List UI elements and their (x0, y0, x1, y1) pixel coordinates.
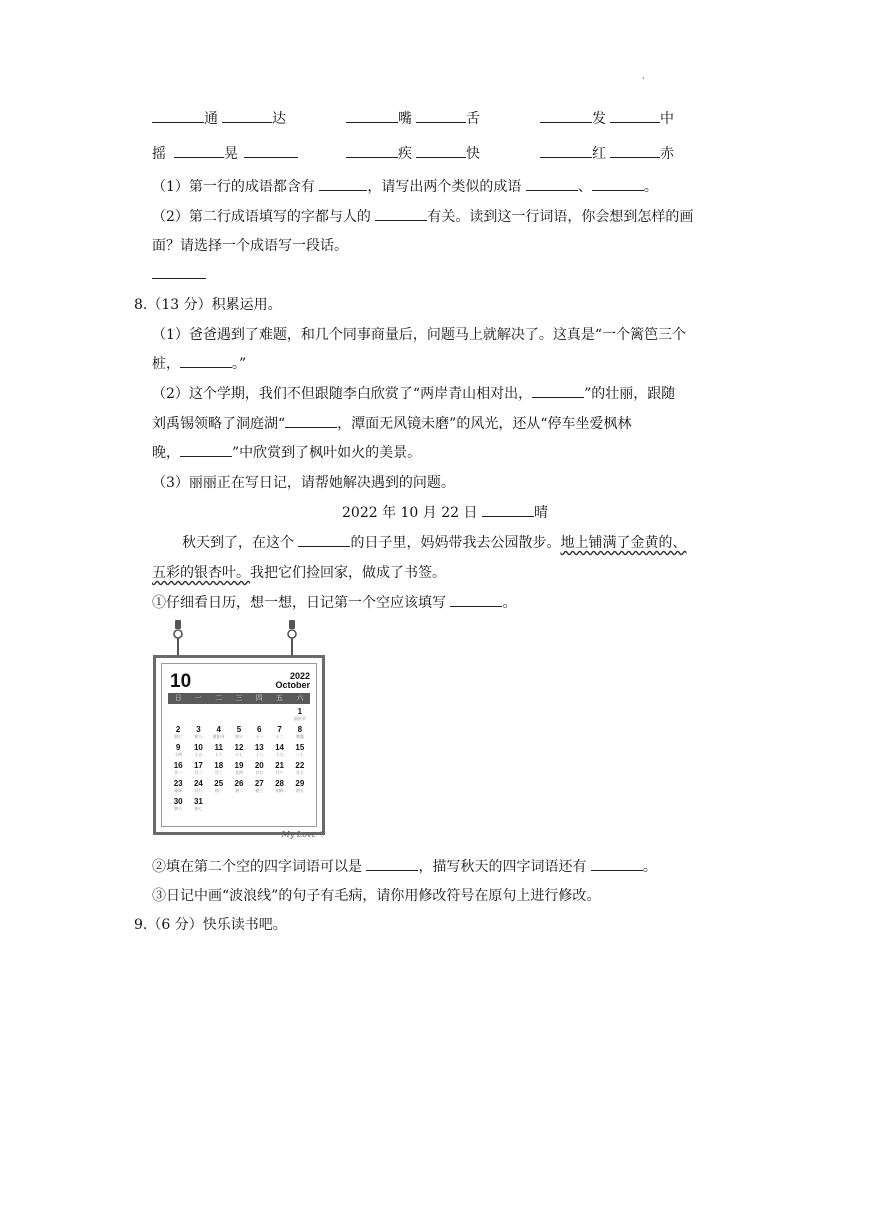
calendar-day-lunar: 初六 (174, 806, 183, 811)
calendar-day (168, 726, 188, 742)
calendar-day-number: 30 (173, 797, 183, 806)
idiom-char: 疾 (398, 146, 412, 162)
q7-sub1-text: （1）第一行的成语都含有 (152, 179, 315, 195)
calendar-day-lunar: 廿七 (295, 770, 304, 775)
calendar-day-lunar: 霜降 (174, 788, 183, 793)
calendar-day (229, 762, 249, 778)
idiom-char: 舌 (466, 111, 480, 127)
calendar-day-lunar: 十五 (194, 752, 203, 757)
calendar-day-lunar: 初四 (275, 788, 284, 793)
calendar-day-number: 21 (275, 761, 285, 770)
idiom-row-1c (540, 108, 674, 128)
calendar-day-lunar: 十九 (275, 752, 284, 757)
idiom-char: 达 (272, 111, 286, 127)
calendar-day-lunar: 十四 (174, 752, 183, 757)
q8-s2 (152, 856, 657, 876)
q8-s1-end: 。 (502, 595, 517, 611)
idiom-row-1 (152, 108, 286, 128)
calendar-day-number: 26 (234, 779, 244, 788)
q7-sub2-text: 有关。读到这一行词语，你会想到怎样的画 (427, 209, 694, 225)
calendar-day (249, 726, 269, 742)
answer-blank[interactable] (180, 442, 232, 457)
calendar-weekday: 四 (255, 694, 263, 702)
calendar-frame (153, 655, 325, 835)
calendar-day-lunar: 廿六 (275, 770, 284, 775)
q8-p2-cont (152, 413, 632, 433)
calendar-weekday: 一 (194, 694, 202, 702)
calendar-day-lunar: 初二 (234, 788, 243, 793)
wavy-sentence: 五彩的银杏叶。 (152, 565, 250, 581)
calendar-day-lunar: 重阳节 (212, 734, 225, 739)
calendar-day (249, 744, 269, 760)
calendar-sheet (161, 663, 317, 827)
q8-p2-text: 晚， (152, 445, 180, 461)
q8-p2-text: ”的壮丽，跟随 (584, 386, 676, 402)
answer-blank[interactable] (540, 108, 592, 123)
q8-p2-text: （2）这个学期，我们不但跟随李白欣赏了“两岸青山相对出， (152, 386, 533, 402)
calendar-month: 10 (170, 671, 192, 692)
idiom-char: 晃 (224, 146, 238, 162)
calendar-day (269, 708, 289, 724)
calendar-day-number: 15 (295, 743, 305, 752)
wavy-sentence: 地上铺满了金黄的、 (560, 535, 687, 551)
calendar-day (290, 780, 310, 796)
answer-blank[interactable] (174, 143, 224, 158)
calendar-day (188, 744, 208, 760)
answer-blank[interactable] (610, 108, 660, 123)
calendar-day-lunar: 廿二 (194, 770, 203, 775)
q8-p3: （3）丽丽正在写日记，请帮她解决遇到的问题。 (152, 475, 455, 491)
calendar-day-lunar: 十七 (234, 752, 243, 757)
calendar-day-number: 8 (297, 725, 303, 734)
diary-text: 我把它们捡回家，做成了书签。 (250, 565, 446, 581)
q7-sub2 (152, 206, 693, 226)
calendar-day (168, 780, 188, 796)
calendar-day-number: 7 (277, 725, 282, 734)
idiom-row-1b (346, 108, 480, 128)
calendar-day-lunar: 廿九 (194, 788, 203, 793)
calendar-day-number: 5 (236, 725, 242, 734)
calendar-day (249, 780, 269, 796)
calendar-day-number: 18 (214, 761, 224, 770)
calendar-day (290, 726, 310, 742)
calendar-day-lunar: 廿五 (255, 770, 264, 775)
calendar-day-lunar: 初一 (214, 788, 223, 793)
calendar-day (188, 798, 208, 814)
calendar-weekday: 二 (215, 694, 223, 702)
calendar-day (229, 744, 249, 760)
diary-text: 的日子里，妈妈带我去公园散步。 (350, 535, 561, 551)
calendar-clip-icon (172, 620, 184, 660)
calendar-day-lunar: 初七 (174, 734, 183, 739)
answer-blank[interactable] (532, 383, 584, 398)
calendar-day-lunar: 初三 (255, 788, 264, 793)
calendar-day-lunar: 十八 (255, 752, 264, 757)
calendar-day (209, 726, 229, 742)
calendar-day (269, 780, 289, 796)
q7-answer-line (152, 264, 206, 283)
calendar-clip-icon (286, 620, 298, 660)
calendar-day-number: 19 (234, 761, 244, 770)
q8-p2 (152, 383, 675, 403)
calendar-day-lunar: 寒露 (295, 734, 304, 739)
calendar-weekday-header (168, 693, 310, 704)
calendar-day-number: 25 (214, 779, 224, 788)
answer-blank[interactable] (592, 176, 644, 191)
q8-s3: ③日记中画“波浪线”的句子有毛病，请你用修改符号在原句上进行修改。 (152, 888, 601, 904)
q7-sub2-text: （2）第二行成语填写的字都与人的 (152, 209, 371, 225)
calendar-day (290, 708, 310, 724)
calendar-day-number: 10 (193, 743, 203, 752)
calendar-day-lunar: 初五 (295, 788, 304, 793)
q8-s2-text: ，描写秋天的四字词语还有 (418, 859, 587, 875)
answer-blank[interactable] (346, 143, 398, 158)
idiom-char: 快 (466, 146, 480, 162)
answer-blank[interactable] (319, 176, 367, 191)
answer-blank[interactable] (482, 502, 534, 517)
calendar-weekday: 五 (276, 694, 284, 702)
calendar-day-lunar: 国庆节 (293, 716, 306, 721)
calendar-day-number: 28 (275, 779, 285, 788)
calendar-day (209, 744, 229, 760)
answer-blank[interactable] (152, 264, 206, 279)
answer-blank[interactable] (346, 108, 398, 123)
calendar-day (269, 726, 289, 742)
idiom-char: 中 (660, 111, 674, 127)
idiom-char: 发 (592, 111, 606, 127)
calendar-day-lunar: 二十 (295, 752, 304, 757)
calendar-year-block (275, 672, 310, 690)
calendar-image (150, 620, 330, 842)
calendar-day-number: 9 (175, 743, 181, 752)
idiom-row-2b (346, 143, 480, 163)
diary-line-1 (182, 532, 686, 552)
calendar-day-number: 16 (173, 761, 183, 770)
q8-p2-text: 刘禹锡领略了洞庭湖“ (152, 416, 286, 432)
answer-blank[interactable] (180, 353, 232, 368)
calendar-day-number: 6 (257, 725, 262, 734)
q7-sub2-cont: 面？请选择一个成语写一段话。 (152, 238, 348, 254)
q8-p1-cont (152, 353, 246, 373)
calendar-day (229, 780, 249, 796)
answer-blank[interactable] (416, 143, 466, 158)
calendar-day (249, 762, 269, 778)
calendar-day (209, 708, 229, 724)
calendar-day-lunar: 十二 (275, 734, 284, 739)
q8-s1-text: ①仔细看日历，想一想，日记第一个空应该填写 (152, 595, 446, 611)
calendar-day-number: 27 (254, 779, 264, 788)
calendar-day-number: 1 (297, 707, 303, 716)
diary-date-line (342, 502, 548, 522)
calendar-day-number: 4 (216, 725, 221, 734)
answer-blank[interactable] (450, 592, 502, 607)
idiom-char: 红 (592, 146, 606, 162)
calendar-day-number: 23 (173, 779, 183, 788)
calendar-day-lunar: 十一 (255, 734, 264, 739)
calendar-month-name: October (275, 680, 310, 690)
calendar-day (188, 708, 208, 724)
answer-blank[interactable] (416, 108, 466, 123)
calendar-day (229, 708, 249, 724)
q8-p1: （1）爸爸遇到了难题，和几个同事商量后，问题马上就解决了。这真是“一个篱笆三个 (152, 327, 687, 343)
idiom-char: 赤 (660, 146, 674, 162)
calendar-day (209, 780, 229, 796)
answer-blank[interactable] (591, 856, 643, 871)
q8-p2-text: ”中欣赏到了枫叶如火的美景。 (232, 445, 422, 461)
calendar-day-number: 20 (254, 761, 264, 770)
calendar-day-lunar: 初八 (194, 734, 203, 739)
idiom-row-2 (152, 143, 298, 163)
calendar-day-lunar: 廿三 (214, 770, 223, 775)
q8-title: 8.（13 分）积累运用。 (134, 297, 282, 313)
calendar-day-number: 31 (193, 797, 203, 806)
calendar-day (188, 726, 208, 742)
calendar-day (290, 762, 310, 778)
diary-text: 秋天到了，在这个 (182, 535, 294, 551)
calendar-weekday: 日 (174, 694, 182, 702)
calendar-weekday: 六 (296, 694, 304, 702)
calendar-day-lunar: 廿四 (234, 770, 243, 775)
calendar-day (168, 744, 188, 760)
answer-blank[interactable] (285, 413, 337, 428)
calendar-day-number: 22 (295, 761, 305, 770)
calendar-day-lunar: 初七 (194, 806, 203, 811)
diary-line-2 (152, 562, 446, 582)
q9-title: 9.（6 分）快乐读书吧。 (134, 917, 287, 933)
calendar-day (188, 780, 208, 796)
calendar-day (249, 708, 269, 724)
answer-blank[interactable] (298, 532, 350, 547)
q7-sub1-text: ，请写出两个类似的成语 (367, 179, 522, 195)
q8-p2-text: ，潭面无风镜未磨”的风光，还从“停车坐爱枫林 (337, 416, 632, 432)
calendar-day-lunar: 廿一 (174, 770, 183, 775)
calendar-day-number: 13 (254, 743, 264, 752)
calendar-day (209, 762, 229, 778)
idiom-char: 通 (204, 111, 218, 127)
q8-s1 (152, 592, 516, 612)
calendar-day (168, 762, 188, 778)
calendar-signature: My Love ♡ (281, 830, 326, 839)
stray-dot: · (642, 74, 645, 84)
diary-date: 2022 年 10 月 22 日 (342, 505, 478, 521)
q8-p2-cont2 (152, 442, 421, 462)
calendar-weekday: 三 (235, 694, 243, 702)
calendar-day-number: 2 (175, 725, 181, 734)
calendar-day (290, 744, 310, 760)
q8-s2-end: 。 (642, 859, 657, 875)
calendar-day-number: 24 (193, 779, 203, 788)
answer-blank[interactable] (610, 143, 660, 158)
calendar-day-number: 12 (234, 743, 244, 752)
calendar-day-number: 17 (193, 761, 203, 770)
idiom-char: 摇 (152, 146, 166, 162)
q8-p1-text: 。” (232, 356, 247, 372)
calendar-day (229, 726, 249, 742)
answer-blank[interactable] (375, 206, 427, 221)
q7-sub1 (152, 176, 658, 196)
q8-p1-text: 桩， (152, 356, 180, 372)
calendar-day-number: 29 (295, 779, 305, 788)
answer-blank[interactable] (152, 108, 204, 123)
q7-sub1-end: 。 (643, 179, 658, 195)
calendar-day-number: 3 (196, 725, 201, 734)
calendar-day (269, 762, 289, 778)
calendar-day-number: 14 (275, 743, 285, 752)
q7-sub1-sep: 、 (577, 179, 592, 195)
calendar-day-grid (168, 708, 310, 814)
idiom-char: 嘴 (398, 111, 412, 127)
calendar-day-lunar: 十六 (214, 752, 223, 757)
calendar-day (168, 798, 188, 814)
idiom-row-2c (540, 143, 674, 163)
calendar-day-lunar: 初十 (234, 734, 243, 739)
answer-blank[interactable] (244, 143, 298, 158)
answer-blank[interactable] (222, 108, 272, 123)
diary-weather: 晴 (533, 505, 548, 521)
calendar-year: 2022 (289, 671, 310, 681)
calendar-day-number: 11 (214, 743, 223, 752)
answer-blank[interactable] (526, 176, 578, 191)
calendar-day (269, 744, 289, 760)
answer-blank[interactable] (540, 143, 592, 158)
q8-s2-text: ②填在第二个空的四字词语可以是 (152, 859, 362, 875)
calendar-day (188, 762, 208, 778)
answer-blank[interactable] (366, 856, 418, 871)
calendar-day (168, 708, 188, 724)
